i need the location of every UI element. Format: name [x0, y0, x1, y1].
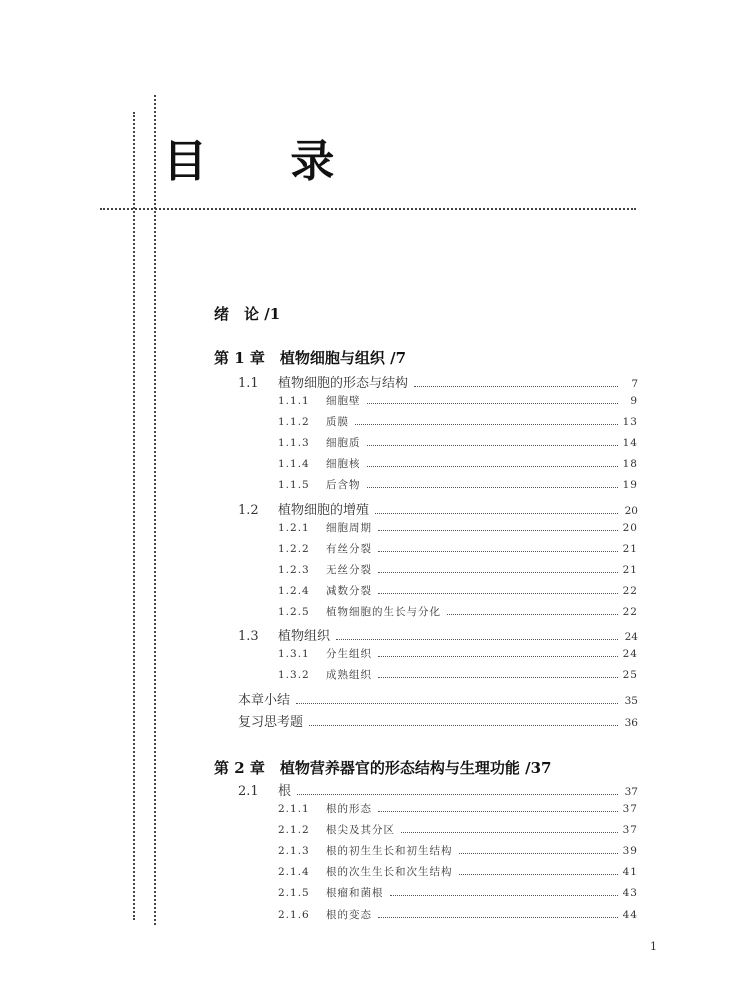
- subsection-page: 19: [622, 479, 638, 492]
- leader-dots: [297, 794, 618, 795]
- subsection-page: 37: [622, 803, 638, 815]
- leader-dots: [378, 572, 618, 573]
- subsection-label: 细胞周期: [326, 521, 372, 534]
- subsection-number: 1.1.1: [278, 395, 310, 407]
- subsection-number: 1.1.5: [278, 479, 310, 492]
- section-page: 24: [624, 631, 638, 643]
- subsection-label: 根尖及其分区: [326, 824, 395, 837]
- subsection-number: 2.1.5: [278, 887, 310, 900]
- summary-label: 本章小结: [238, 693, 291, 709]
- section-label: 植物组织: [278, 629, 331, 644]
- toc-review-questions[interactable]: [238, 711, 638, 730]
- leader-dots: [378, 917, 618, 918]
- toc-section[interactable]: [238, 499, 638, 518]
- leader-dots: [296, 703, 618, 704]
- subsection-label: 质膜: [326, 416, 349, 429]
- subsection-number: 1.2.2: [278, 542, 310, 555]
- subsection-page: 21: [622, 542, 638, 555]
- summary-page: 35: [624, 695, 638, 708]
- leader-dots: [375, 513, 618, 514]
- page-title: 目 录: [163, 136, 369, 187]
- toc-intro-label: 绪 论 /1: [214, 305, 281, 323]
- subsection-label: 植物细胞的生长与分化: [326, 605, 441, 618]
- toc-chapter-heading[interactable]: [214, 347, 638, 368]
- section-page: 20: [624, 504, 638, 517]
- subsection-label: 根的次生生长和次生结构: [326, 866, 453, 879]
- subsection-number: 2.1.4: [278, 866, 310, 879]
- leader-dots: [447, 614, 618, 615]
- leader-dots: [309, 725, 618, 726]
- chapter-heading-label: 第 1 章 植物细胞与组织 /7: [214, 349, 407, 367]
- subsection-page: 22: [622, 605, 638, 618]
- leader-dots: [401, 832, 618, 833]
- section-number: 1.2: [238, 502, 259, 518]
- subsection-label: 减数分裂: [326, 584, 372, 597]
- toc-subsection[interactable]: [278, 435, 638, 450]
- leader-dots: [378, 530, 618, 531]
- subsection-page: 18: [622, 458, 638, 471]
- leader-dots: [414, 386, 618, 387]
- subsection-label: 根的变态: [326, 908, 372, 921]
- leader-dots: [378, 811, 618, 812]
- subsection-number: 1.1.4: [278, 458, 310, 471]
- subsection-label: 根瘤和菌根: [326, 887, 384, 900]
- toc-section[interactable]: [238, 625, 638, 644]
- leader-dots: [367, 445, 619, 446]
- toc-subsection[interactable]: [278, 801, 638, 816]
- toc-subsection[interactable]: [278, 393, 638, 408]
- toc-subsection[interactable]: [278, 822, 638, 837]
- leader-dots: [378, 677, 618, 678]
- toc-subsection[interactable]: [278, 541, 638, 556]
- subsection-number: 1.2.5: [278, 605, 310, 618]
- subsection-number: 2.1.1: [278, 803, 310, 815]
- section-label: 植物细胞的增殖: [278, 502, 370, 518]
- section-number: 1.3: [238, 629, 259, 644]
- toc-subsection[interactable]: [278, 604, 638, 619]
- section-number: 2.1: [238, 784, 259, 799]
- toc-subsection[interactable]: [278, 667, 638, 682]
- subsection-label: 成熟组织: [326, 669, 372, 682]
- toc-subsection[interactable]: [278, 520, 638, 535]
- subsection-label: 细胞质: [326, 437, 361, 450]
- leader-dots: [367, 487, 619, 488]
- subsection-page: 21: [622, 563, 638, 576]
- section-label: 植物细胞的形态与结构: [278, 376, 409, 391]
- subsection-label: 根的形态: [326, 803, 372, 815]
- leader-dots: [355, 424, 618, 425]
- section-label: 根: [278, 784, 292, 799]
- toc-subsection[interactable]: [278, 907, 638, 922]
- subsection-label: 分生组织: [326, 648, 372, 660]
- toc-subsection[interactable]: [278, 414, 638, 429]
- subsection-page: 37: [622, 824, 638, 837]
- subsection-number: 2.1.6: [278, 908, 310, 921]
- toc-section[interactable]: [238, 372, 638, 391]
- leader-dots: [378, 656, 618, 657]
- subsection-page: 13: [622, 416, 638, 429]
- subsection-page: 22: [622, 584, 638, 597]
- page-number: 1: [650, 940, 657, 953]
- toc-intro[interactable]: [214, 303, 638, 324]
- subsection-page: 24: [622, 648, 638, 660]
- subsection-number: 1.3.1: [278, 648, 310, 660]
- subsection-label: 根的初生生长和初生结构: [326, 845, 453, 858]
- subsection-page: 43: [622, 887, 638, 900]
- toc-subsection[interactable]: [278, 562, 638, 577]
- toc-section[interactable]: [238, 780, 638, 799]
- toc-subsection[interactable]: [278, 885, 638, 900]
- subsection-number: 1.3.2: [278, 669, 310, 682]
- review-page: 36: [624, 717, 638, 730]
- subsection-page: 9: [630, 395, 638, 407]
- toc-subsection[interactable]: [278, 646, 638, 661]
- toc-subsection[interactable]: [278, 456, 638, 471]
- leader-dots: [378, 551, 618, 552]
- toc-subsection[interactable]: [278, 583, 638, 598]
- subsection-label: 细胞核: [326, 458, 361, 471]
- subsection-number: 2.1.3: [278, 845, 310, 858]
- subsection-page: 20: [622, 521, 638, 534]
- leader-dots: [459, 853, 619, 854]
- leader-dots: [390, 895, 619, 896]
- leader-dots: [367, 466, 619, 467]
- subsection-page: 39: [622, 845, 638, 858]
- review-label: 复习思考题: [238, 715, 304, 731]
- section-number: 1.1: [238, 376, 259, 391]
- toc-subsection[interactable]: [278, 477, 638, 492]
- subsection-number: 1.1.3: [278, 437, 310, 450]
- toc-chapter-summary[interactable]: [238, 689, 638, 708]
- subsection-number: 1.2.3: [278, 563, 310, 576]
- subsection-label: 有丝分裂: [326, 542, 372, 555]
- leader-dots: [336, 639, 618, 640]
- chapter-heading-label: 第 2 章 植物营养器官的形态结构与生理功能 /37: [214, 759, 552, 777]
- section-page: 37: [624, 786, 638, 798]
- leader-dots: [459, 874, 619, 875]
- toc-chapter-heading[interactable]: [214, 757, 638, 778]
- toc-subsection[interactable]: [278, 864, 638, 879]
- subsection-page: 44: [622, 908, 638, 921]
- subsection-page: 41: [622, 866, 638, 879]
- subsection-label: 后含物: [326, 479, 361, 492]
- toc-subsection[interactable]: [278, 843, 638, 858]
- subsection-page: 14: [622, 437, 638, 450]
- subsection-page: 25: [622, 669, 638, 682]
- subsection-label: 细胞壁: [326, 395, 361, 407]
- leader-dots: [367, 403, 619, 404]
- subsection-label: 无丝分裂: [326, 563, 372, 576]
- section-page: 7: [631, 378, 638, 390]
- leader-dots: [378, 593, 618, 594]
- subsection-number: 2.1.2: [278, 824, 310, 837]
- subsection-number: 1.1.2: [278, 416, 310, 429]
- subsection-number: 1.2.1: [278, 521, 310, 534]
- subsection-number: 1.2.4: [278, 584, 310, 597]
